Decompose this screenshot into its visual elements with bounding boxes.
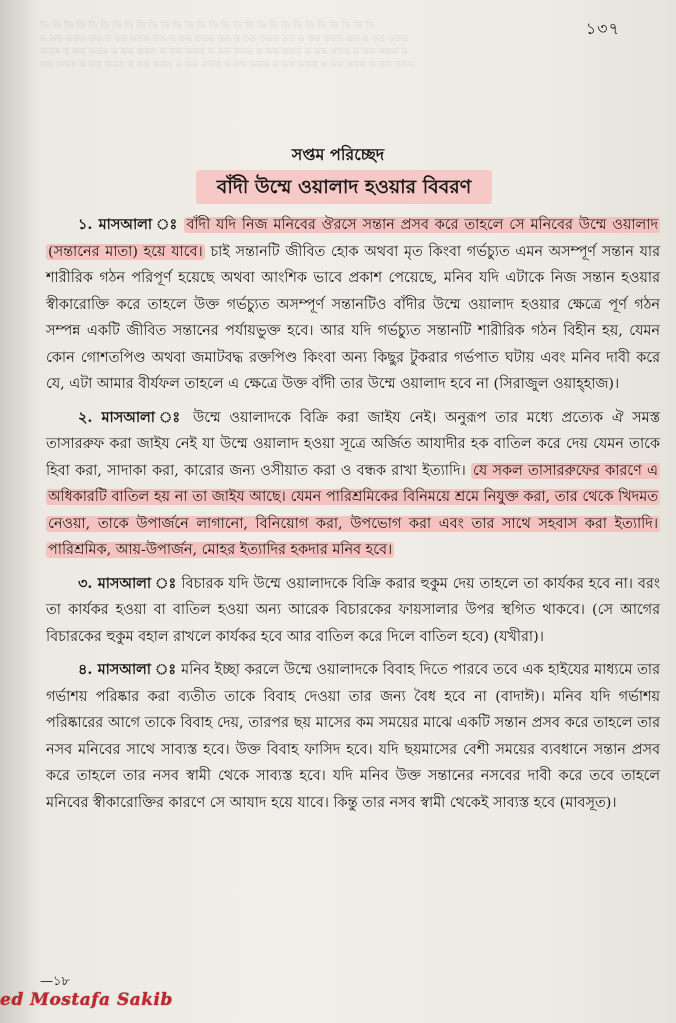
paragraph-text: মনিব ইচ্ছা করলে উম্মে ওয়ালাদকে বিবাহ দিতে পারবে তবে এক হাইযের মাধ্যমে তার গর্ভাশয় পরিষ্কার করা ব্যতীত তাকে বিবাহ দেওয়া তার জন্য বৈধ হবে না (বাদাঈ)। মনিব যদি গর্ভাশয় পরিষ্কারের আগে তাকে বিবাহ দেয়, তারপর ছয় মাসের কম সময়ের মাঝে একটি সন্তান প্রসব করে তাহলে তার নসব মনিবের সাথে সাব্যস্ত হবে। উক্ত বিবাহ ফাসিদ হবে। যদি ছয়মাসের বেশী সময়ের ব্যবধানে সন্তান প্রসব করে তাহলে তার নসব স্বামী থেকে সাব্যস্ত হবে। যদি মনিব উক্ত সন্তানের নসবের দাবী করে তবে তাহলে মনিবের স্বীকারোক্তির কারণে সে আযাদ হয়ে যাবে। কিন্তু তার নসব স্বামী থেকেই সাব্যস্ত হবে (মাবসূত)। [46, 662, 661, 811]
masala-2 [46, 405, 660, 564]
footer-mark: —১৮ [40, 974, 70, 989]
masala-number: ৩. মাসআলা ঃ [78, 574, 177, 592]
section-title: বাঁদী উম্মে ওয়ালাদ হওয়ার বিবরণ [196, 170, 492, 204]
page-number: ১৩৭ [585, 19, 620, 38]
body-text [46, 212, 660, 823]
masala-number: ১. মাসআলা ঃ [78, 216, 179, 233]
paragraph-text: বিচারক যদি উম্মে ওয়ালাদকে বিক্রি করার হুকুম দেয় তাহলে তা কার্যকর হবে না। বরং তা কার্যকর হওয়া বা বাতিল হওয়া অন্য আরেক বিচারকের ফায়সালার উপর স্থগিত থাকবে। (সে আগের বিচারকের হুকুম বহাল রাখলে কার্যকর হবে আর বাতিল করে দিলে বাতিল হবে) (যখীরা)। [46, 575, 660, 645]
paragraph-text: চাই সন্তানটি জীবিত হোক অথবা মৃত কিংবা গর্ভচ্যুত এমন অসম্পূর্ণ সন্তান যার শারীরিক গঠন পরিপূর্ণ হয়েছে অথবা আংশিক ভাবে প্রকাশ পেয়েছে, মনিব যদি এটাকে নিজ সন্তান হওয়ার স্বীকারোক্তি করে তাহলে উক্ত গর্ভচ্যুত অসম্পূর্ণ সন্তানটিও বাঁদীর উম্মে ওয়ালাদ হওয়ার ক্ষেত্রে পূর্ণ গঠন সম্পন্ন একটি জীবিত সন্তানের পর্যায়ভুক্ত হবে। আর যদি গর্ভচ্যুত সন্তানটি শারীরিক গঠন বিহীন হয়, যেমন কোন গোশতপিণ্ড অথবা জমাটবদ্ধ রক্তপিণ্ড কিংবা অন্য কিছুর টুকরার গর্ভপাত ঘটায় এবং মনিব দাবী করে যে, এটা আমার বীর্যফল তাহলে এ ক্ষেত্রে উক্ত বাঁদী তার উম্মে ওয়ালাদ হবে না (সিরাজুল ওয়াহ্হাজ)। [46, 243, 660, 392]
highlighted-text: বাঁদী যদি নিজ মনিবের ঔরসে সন্তান প্রসব করে তাহলে সে মনিবের উম্মে ওয়ালাদ (সন্তানের মাতা) হয়ে যাবে। [48, 217, 659, 260]
masala-3 [46, 571, 660, 651]
masala-4 [46, 657, 660, 816]
highlighted-text: যে সকল তাসাররুফের কারণে এ অধিকারটি বাতিল হয় না তা জাইয আছে। যেমন পারিশ্রমিকের বিনিময়ে শ্রমে নিযুক্ত করা, তার থেকে খিদমত নেওয়া, তাকে উপার্জনে লাগানো, বিনিয়োগ করা, উপভোগ করা এবং তার সাথে সহবাস করা ইত্যাদি। পারিশ্রমিক, আয়-উপার্জন, মোহর ইত্যাদির হকদার মনিব হবে। [48, 462, 658, 558]
signature-watermark: ed Mostafa Sakib [0, 990, 173, 1010]
masala-1 [46, 212, 660, 398]
masala-number: ২. মাসআলা ঃ [78, 408, 185, 426]
masala-number: ৪. মাসআলা ঃ [78, 661, 177, 678]
paragraph-text: উম্মে ওয়ালাদকে বিক্রি করা জাইয নেই। অনুরূপ তার মধ্যে প্রত্যেক ঐ সমস্ত তাসাররুফ করা জাইয নেই যা উম্মে ওয়ালাদ হওয়া সূত্রে অর্জিত আযাদীর হক বাতিল করে দেয় যেমন তাকে হিবা করা, সাদাকা করা, কারোর জন্য ওসীয়াত করা ও বন্ধক রাখা ইত্যাদি। [46, 409, 660, 479]
chapter-heading: সপ্তম পরিচ্ছেদ [291, 145, 385, 164]
bleed-through-text: ডি ডি ডি ডি ডি ডি ডি ডি ডি ডি ডি ডি ডি ডি ডি ডি ডি ডি ডি ডি ডি ডি ডি ডি ডি ডি ডি ডি ড ডড ডডড ডড ড ডড ডডড ডড ড ডড ডডড ডড ড ডড ডডড ডড ড ডড ডডড ডড ড ডড ডডড ডডড ড ডড ডডড ড ডড ডডড ড ডড ডডড ড ডড ডডড ড ডড ডডড ড ডড ডডড ড ডড ডডড ড ডড ডডড ড ডড ডডড ড ডড ডডড ড ডড ডডড ড ডড ডডড ড ডড ডডড ড ডড ডডড ড ডড ডডড [40, 21, 415, 70]
